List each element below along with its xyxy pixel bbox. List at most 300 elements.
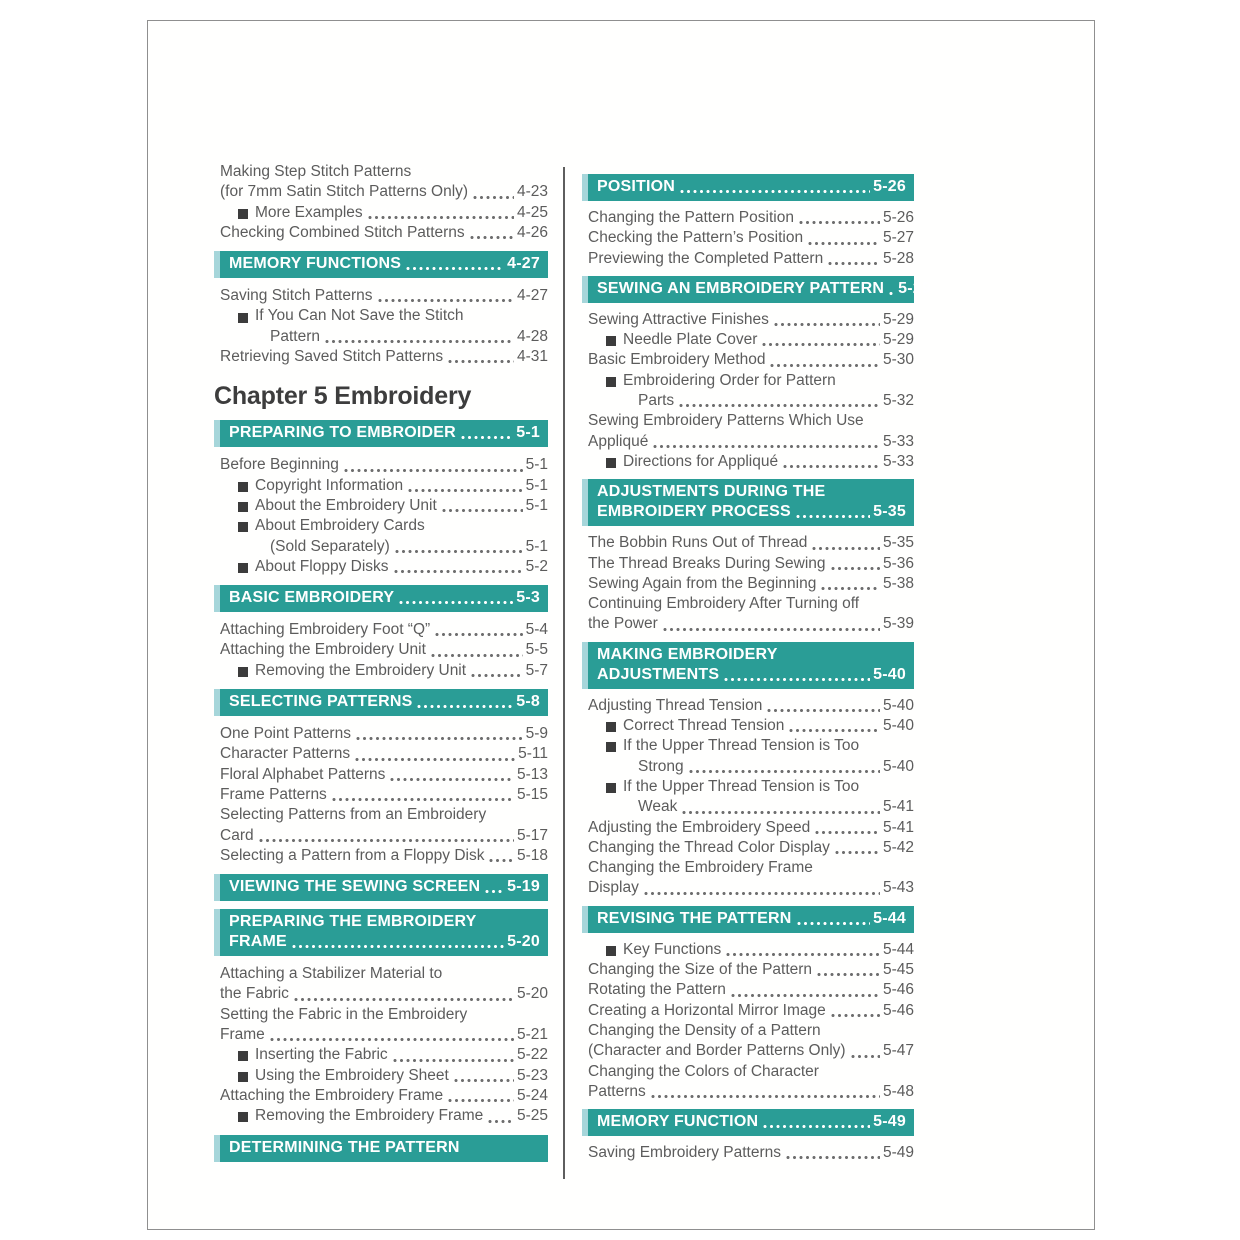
section-header-text: MAKING EMBROIDERY	[597, 645, 778, 663]
dot-leader	[356, 736, 523, 741]
bullet-square-icon	[606, 377, 616, 387]
toc-entry-text: Adjusting Thread Tension	[588, 696, 763, 714]
dot-leader	[770, 363, 880, 368]
toc-entry-text: Correct Thread Tension	[623, 717, 785, 735]
dot-leader	[294, 997, 514, 1002]
entry-page-number: 5-2	[525, 557, 548, 575]
dot-leader	[689, 769, 880, 774]
entry-page-number: 5-39	[882, 615, 914, 633]
toc-entry	[588, 1041, 914, 1061]
toc-entry-group	[582, 208, 914, 269]
toc-entry-text: Display	[588, 879, 639, 897]
toc-entry-text: Sewing Attractive Finishes	[588, 310, 769, 328]
dot-leader	[812, 546, 880, 551]
dot-leader	[808, 241, 880, 246]
dot-leader	[399, 600, 513, 605]
section-header-text: FRAME	[229, 933, 287, 951]
toc-entry	[588, 696, 914, 716]
section-header-line	[229, 692, 540, 712]
toc-entry	[220, 223, 548, 243]
section-header	[214, 585, 548, 612]
toc-entry-group	[214, 620, 548, 681]
dot-leader	[406, 266, 504, 271]
bullet-square-icon	[238, 1072, 248, 1082]
toc-entry-group	[214, 162, 548, 243]
section-header-line	[229, 912, 540, 932]
entry-page-number: 5-48	[882, 1082, 914, 1100]
toc-entry-text: Directions for Appliqué	[623, 452, 779, 470]
toc-entry	[220, 620, 548, 640]
entry-page-number: 5-35	[882, 534, 914, 552]
entry-page-number: 5-7	[525, 661, 548, 679]
toc-entry	[588, 940, 914, 960]
toc-entry-text: Appliqué	[588, 432, 649, 450]
entry-page-number: 5-36	[882, 554, 914, 572]
bullet-square-icon	[238, 1051, 248, 1061]
toc-entry-text: Strong	[638, 757, 684, 775]
entry-page-number: 5-43	[882, 879, 914, 897]
section-header-line	[597, 279, 931, 299]
toc-entry-text: Using the Embroidery Sheet	[255, 1066, 449, 1084]
toc-entry	[220, 1005, 548, 1025]
dot-leader	[431, 653, 523, 658]
entry-page-number: 5-13	[516, 765, 548, 783]
dot-leader	[435, 632, 522, 637]
dot-leader	[783, 464, 880, 469]
section-header-page-number: 5-19	[507, 878, 540, 896]
toc-entry	[588, 716, 914, 736]
section-header	[582, 642, 914, 689]
bullet-square-icon	[238, 1112, 248, 1122]
dot-leader	[394, 569, 523, 574]
entry-page-number: 5-24	[516, 1086, 548, 1104]
dot-leader	[821, 586, 880, 591]
toc-entry-text: Removing the Embroidery Frame	[255, 1107, 484, 1125]
toc-entry-text: the Power	[588, 615, 658, 633]
entry-page-number: 5-5	[525, 641, 548, 659]
entry-page-number: 5-42	[882, 838, 914, 856]
section-header-text: SELECTING PATTERNS	[229, 693, 413, 711]
section-header-page-number: 5-44	[873, 909, 906, 927]
toc-entry	[588, 249, 914, 269]
toc-entry-text: Attaching the Embroidery Frame	[220, 1086, 444, 1104]
section-header-text: DETERMINING THE PATTERN	[229, 1138, 460, 1156]
entry-page-number: 5-29	[882, 331, 914, 349]
entry-page-number: 5-17	[516, 826, 548, 844]
section-header-line	[597, 909, 906, 929]
dot-leader	[799, 220, 880, 225]
toc-entry-text: The Bobbin Runs Out of Thread	[588, 534, 808, 552]
toc-entry	[588, 797, 914, 817]
section-header-line	[229, 588, 540, 608]
entry-page-number: 5-32	[882, 392, 914, 410]
toc-entry-text: Parts	[638, 392, 675, 410]
entry-page-number: 5-1	[525, 537, 548, 555]
section-header-page-number: 5-29	[898, 279, 931, 297]
section-header-text: VIEWING THE SEWING SCREEN	[229, 878, 481, 896]
dot-leader	[762, 342, 880, 347]
toc-entry-text: One Point Patterns	[220, 725, 351, 743]
toc-entry	[220, 516, 548, 536]
dot-leader	[292, 944, 504, 949]
dot-leader	[682, 810, 880, 815]
toc-entry	[220, 640, 548, 660]
toc-entry	[220, 286, 548, 306]
section-header-text: SEWING AN EMBROIDERY PATTERN	[597, 279, 885, 297]
entry-page-number: 5-41	[882, 818, 914, 836]
section-header-page-number: 5-49	[873, 1113, 906, 1131]
toc-entry-group	[214, 724, 548, 866]
toc-entry-text: Card	[220, 826, 254, 844]
toc-entry	[588, 1143, 914, 1163]
section-header-line	[229, 932, 540, 952]
toc-entry	[220, 182, 548, 202]
toc-entry	[588, 1082, 914, 1102]
toc-entry	[220, 765, 548, 785]
dot-leader	[831, 1013, 880, 1018]
bullet-square-icon	[606, 458, 616, 468]
toc-entry	[588, 391, 914, 411]
dot-leader	[796, 514, 870, 519]
section-header-line	[597, 645, 906, 665]
entry-page-number: 5-33	[882, 452, 914, 470]
entry-page-number: 5-4	[525, 621, 548, 639]
toc-entry-text: About Embroidery Cards	[255, 517, 425, 535]
section-header-line	[597, 177, 906, 197]
bullet-square-icon	[238, 667, 248, 677]
dot-leader	[786, 1155, 880, 1160]
dot-leader	[417, 704, 513, 709]
section-header-text: EMBROIDERY PROCESS	[597, 503, 791, 521]
toc-entry-text: Changing the Colors of Character	[588, 1062, 819, 1080]
toc-entry-text: Weak	[638, 798, 678, 816]
entry-page-number: 5-27	[882, 229, 914, 247]
bullet-square-icon	[238, 482, 248, 492]
entry-page-number: 4-27	[516, 287, 548, 305]
dot-leader	[368, 215, 514, 220]
section-header-line	[597, 665, 906, 685]
toc-entry-text: Attaching Embroidery Foot “Q”	[220, 621, 431, 639]
toc-entry-text: Selecting Patterns from an Embroidery	[220, 806, 487, 824]
section-header	[214, 251, 548, 278]
toc-entry-text: Checking Combined Stitch Patterns	[220, 223, 465, 241]
chapter-title: Chapter 5 Embroidery	[214, 382, 472, 411]
toc-entry-text: (for 7mm Satin Stitch Patterns Only)	[220, 183, 469, 201]
section-header	[214, 689, 548, 716]
toc-entry-text: Sewing Embroidery Patterns Which Use	[588, 412, 864, 430]
entry-page-number: 4-28	[516, 327, 548, 345]
toc-entry	[588, 838, 914, 858]
dot-leader	[471, 673, 523, 678]
toc-entry-text: Floral Alphabet Patterns	[220, 765, 386, 783]
toc-entry-text: If the Upper Thread Tension is Too	[623, 737, 860, 755]
toc-entry	[588, 614, 914, 634]
toc-entry	[220, 203, 548, 223]
entry-page-number: 5-1	[525, 476, 548, 494]
section-header-page-number: 5-3	[516, 589, 540, 607]
toc-entry-text: Saving Stitch Patterns	[220, 287, 373, 305]
toc-entry-text: More Examples	[255, 203, 363, 221]
dot-leader	[679, 403, 880, 408]
toc-entry	[588, 878, 914, 898]
entry-page-number: 5-47	[882, 1042, 914, 1060]
toc-entry	[220, 724, 548, 744]
dot-leader	[767, 708, 880, 713]
section-header-line	[229, 423, 540, 443]
section-header	[214, 909, 548, 956]
toc-entry-text: Changing the Embroidery Frame	[588, 859, 813, 877]
dot-leader	[259, 838, 514, 843]
bullet-square-icon	[238, 522, 248, 532]
toc-entry-group	[582, 310, 914, 472]
toc-entry-group	[582, 533, 914, 634]
toc-entry	[588, 594, 914, 614]
toc-entry-text: Patterns	[588, 1082, 646, 1100]
section-header-page-number: 5-20	[507, 933, 540, 951]
entry-page-number: 5-40	[882, 717, 914, 735]
entry-page-number: 5-41	[882, 798, 914, 816]
dot-leader	[393, 1058, 514, 1063]
toc-entry-text: Character Patterns	[220, 745, 351, 763]
dot-leader	[774, 322, 880, 327]
toc-entry-text: Creating a Horizontal Mirror Image	[588, 1001, 826, 1019]
toc-entry-text: Key Functions	[623, 940, 722, 958]
dot-leader	[378, 298, 514, 303]
toc-entry	[588, 411, 914, 431]
toc-entry	[588, 818, 914, 838]
toc-entry-text: Removing the Embroidery Unit	[255, 661, 467, 679]
entry-page-number: 5-44	[882, 940, 914, 958]
toc-entry	[220, 964, 548, 984]
toc-entry	[220, 476, 548, 496]
entry-page-number: 5-26	[882, 209, 914, 226]
entry-page-number: 5-30	[882, 351, 914, 369]
toc-entry-text: Changing the Density of a Pattern	[588, 1021, 821, 1039]
entry-page-number: 5-23	[516, 1066, 548, 1084]
dot-leader	[270, 1037, 514, 1042]
toc-entry	[220, 661, 548, 681]
entry-page-number: 5-29	[882, 310, 914, 328]
toc-entry	[588, 350, 914, 370]
toc-entry-text: Pattern	[270, 327, 320, 345]
dot-leader	[442, 508, 523, 513]
section-header	[582, 479, 914, 526]
toc-entry	[220, 537, 548, 557]
toc-entry	[220, 557, 548, 577]
entry-page-number: 4-26	[516, 223, 548, 241]
entry-page-number: 5-28	[882, 249, 914, 267]
section-header	[582, 1109, 914, 1136]
toc-entry-text: Saving Embroidery Patterns	[588, 1144, 781, 1162]
dot-leader	[325, 339, 514, 344]
toc-entry	[588, 533, 914, 553]
toc-entry-text: About the Embroidery Unit	[255, 496, 437, 514]
toc-entry-text: Setting the Fabric in the Embroidery	[220, 1005, 468, 1023]
entry-page-number: 5-9	[525, 725, 548, 743]
bullet-square-icon	[606, 722, 616, 732]
bullet-square-icon	[606, 336, 616, 346]
entry-page-number: 5-25	[516, 1107, 548, 1125]
section-header-line	[229, 877, 540, 897]
dot-leader	[851, 1054, 880, 1059]
section-header-text: POSITION	[597, 178, 676, 195]
toc-entry-text: Frame Patterns	[220, 785, 327, 803]
toc-entry-text: Copyright Information	[255, 476, 404, 494]
toc-entry	[588, 757, 914, 777]
toc-entry-text: The Thread Breaks During Sewing	[588, 554, 826, 572]
dot-leader	[408, 488, 522, 493]
entry-page-number: 5-1	[525, 456, 548, 474]
toc-entry	[220, 785, 548, 805]
toc-entry-text: Changing the Pattern Position	[588, 209, 794, 226]
section-header-page-number: 5-1	[516, 424, 540, 442]
section-header-line	[597, 1112, 906, 1132]
toc-entry-text: Embroidering Order for Pattern	[623, 371, 836, 389]
toc-entry-text: Adjusting the Embroidery Speed	[588, 818, 811, 836]
toc-entry-text: If the Upper Thread Tension is Too	[623, 777, 860, 795]
toc-entry	[588, 1021, 914, 1041]
section-header-line	[229, 254, 540, 274]
toc-entry	[220, 1045, 548, 1065]
dot-leader	[763, 1124, 870, 1129]
dot-leader	[454, 1078, 514, 1083]
entry-page-number: 5-15	[516, 785, 548, 803]
column-divider	[563, 167, 565, 1179]
entry-page-number: 5-11	[518, 745, 548, 763]
section-header-text: MEMORY FUNCTION	[597, 1113, 759, 1131]
toc-entry-text: Retrieving Saved Stitch Patterns	[220, 348, 444, 366]
bullet-square-icon	[606, 742, 616, 752]
entry-page-number: 5-49	[882, 1144, 914, 1162]
toc-entry-text: (Sold Separately)	[270, 537, 390, 555]
dot-leader	[797, 921, 871, 926]
entry-page-number: 5-33	[882, 432, 914, 450]
section-header-page-number: 5-40	[873, 665, 906, 683]
section-header-line	[229, 1138, 540, 1158]
toc-entry-text: Changing the Size of the Pattern	[588, 961, 813, 979]
dot-leader	[395, 549, 523, 554]
dot-leader	[724, 677, 870, 682]
section-header-line	[597, 502, 906, 522]
dot-leader	[651, 1094, 880, 1099]
dot-leader	[789, 728, 880, 733]
entry-page-number: 5-46	[882, 981, 914, 999]
dot-leader	[835, 850, 880, 855]
toc-entry	[220, 984, 548, 1004]
dot-leader	[817, 972, 880, 977]
toc-entry-text: Frame	[220, 1026, 265, 1044]
toc-entry	[220, 1086, 548, 1106]
entry-page-number: 5-21	[516, 1026, 548, 1044]
dot-leader	[815, 830, 880, 835]
section-header-text: PREPARING TO EMBROIDER	[229, 424, 456, 442]
section-header	[582, 174, 914, 201]
dot-leader	[653, 444, 880, 449]
toc-entry	[588, 980, 914, 1000]
toc-entry-text: Continuing Embroidery After Turning off	[588, 595, 860, 613]
dot-leader	[332, 797, 514, 802]
toc-entry-text: Changing the Thread Color Display	[588, 838, 830, 856]
dot-leader	[831, 566, 880, 571]
dot-leader	[731, 993, 880, 998]
dot-leader	[473, 195, 514, 200]
toc-entry-text: Inserting the Fabric	[255, 1046, 388, 1064]
toc-entry-text: Attaching the Embroidery Unit	[220, 641, 426, 659]
section-header-text: REVISING THE PATTERN	[597, 909, 792, 927]
toc-entry	[588, 574, 914, 594]
toc-entry	[220, 846, 548, 866]
section-header	[582, 276, 931, 303]
toc-entry	[588, 1001, 914, 1021]
toc-entry-text: Making Step Stitch Patterns	[220, 163, 412, 180]
entry-page-number: 5-40	[882, 696, 914, 714]
section-header-text: ADJUSTMENTS DURING THE	[597, 483, 826, 501]
dot-leader	[485, 889, 504, 894]
section-header	[214, 420, 548, 447]
toc-entry	[588, 432, 914, 452]
toc-entry	[220, 306, 548, 326]
toc-entry-text: About Floppy Disks	[255, 557, 389, 575]
toc-entry	[220, 1066, 548, 1086]
toc-entry	[220, 744, 548, 764]
toc-entry-group	[214, 286, 548, 367]
toc-entry-text: Attaching a Stabilizer Material to	[220, 965, 443, 983]
toc-entry	[588, 371, 914, 391]
toc-entry	[588, 228, 914, 248]
toc-entry	[220, 347, 548, 367]
dot-leader	[344, 468, 523, 473]
toc-entry-text: the Fabric	[220, 985, 289, 1003]
toc-entry	[588, 1062, 914, 1082]
section-header-text: BASIC EMBROIDERY	[229, 589, 395, 607]
toc-left-column	[214, 162, 548, 1170]
toc-entry-group	[582, 696, 914, 899]
toc-entry-text: Selecting a Pattern from a Floppy Disk	[220, 846, 485, 864]
section-header-page-number: 5-8	[516, 693, 540, 711]
dot-leader	[489, 858, 513, 863]
toc-entry	[588, 208, 914, 228]
dot-leader	[470, 235, 514, 240]
toc-entry	[220, 455, 548, 475]
dot-leader	[355, 757, 515, 762]
dot-leader	[680, 189, 870, 194]
toc-entry-text: Needle Plate Cover	[623, 331, 758, 349]
dot-leader	[448, 359, 514, 364]
section-header-page-number: 4-27	[507, 255, 540, 273]
dot-leader	[889, 291, 895, 296]
toc-entry	[588, 960, 914, 980]
toc-entry-text: Sewing Again from the Beginning	[588, 574, 817, 592]
toc-right-column	[582, 167, 931, 1165]
dot-leader	[488, 1119, 514, 1124]
toc-entry-text: Previewing the Completed Pattern	[588, 249, 824, 267]
entry-page-number: 4-25	[516, 203, 548, 221]
entry-page-number: 5-20	[516, 985, 548, 1003]
section-header-line	[597, 482, 906, 502]
toc-entry-text: If You Can Not Save the Stitch	[255, 307, 464, 325]
bullet-square-icon	[238, 502, 248, 512]
entry-page-number: 4-31	[516, 348, 548, 366]
toc-entry	[588, 777, 914, 797]
toc-entry	[220, 805, 548, 825]
toc-entry	[220, 162, 548, 182]
section-header-text: MEMORY FUNCTIONS	[229, 255, 402, 273]
toc-entry-text: Checking the Pattern’s Position	[588, 229, 804, 247]
bullet-square-icon	[606, 783, 616, 793]
section-header	[582, 906, 914, 933]
entry-page-number: 5-45	[882, 961, 914, 979]
entry-page-number: 5-46	[882, 1001, 914, 1019]
